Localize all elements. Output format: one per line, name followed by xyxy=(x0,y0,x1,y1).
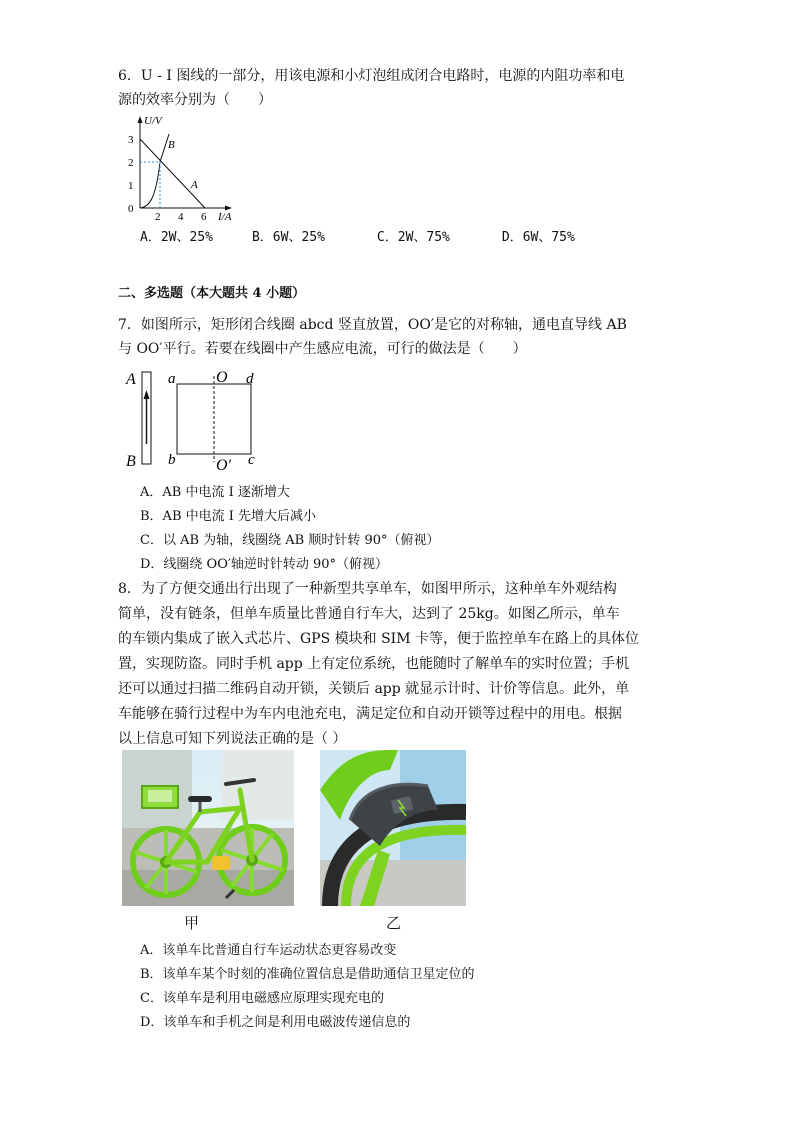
q8-option-c: C．该单车是利用电磁感应原理实现充电的 xyxy=(140,991,384,1006)
section-title: 二、多选题（本大题共 4 小题） xyxy=(118,286,306,301)
wire-label-b: B xyxy=(126,453,136,470)
q7-stem-line2: 与 OO′平行。若要在线圈中产生感应电流，可行的做法是（ ） xyxy=(118,341,527,357)
y-axis-label: U/V xyxy=(144,115,162,127)
x-tick-2: 2 xyxy=(155,211,161,223)
q7-option-c: C．以 AB 为轴，线圈绕 AB 顺时针转 90°（俯视） xyxy=(140,533,440,548)
q7-option-b: B．AB 中电流 I 先增大后减小 xyxy=(140,509,317,524)
caption-yi: 乙 xyxy=(386,914,402,932)
q8-option-b: B．该单车某个时刻的准确位置信息是借助通信卫星定位的 xyxy=(140,967,475,982)
corner-a: a xyxy=(168,371,176,387)
x-tick-6: 6 xyxy=(201,211,207,223)
q8-stem-line1: 8．为了方便交通出行出现了一种新型共享单车，如图甲所示，这种单车外观结构 xyxy=(118,581,617,597)
curve-b-label: B xyxy=(168,139,175,151)
x-axis-label: I/A xyxy=(218,211,232,223)
bike-photo xyxy=(122,750,294,906)
q8-stem-line3: 的车锁内集成了嵌入式芯片、GPS 模块和 SIM 卡等，便于监控单车在路上的具体位 xyxy=(118,631,639,647)
q8-stem-line6: 车能够在骑行过程中为车内电池充电，满足定位和自动开锁等过程中的用电。根据 xyxy=(118,706,622,722)
y-axis-arrow xyxy=(138,116,143,123)
q8-stem-line5: 还可以通过扫描二维码自动开锁，关锁后 app 就显示计时、计价等信息。此外，单 xyxy=(118,681,630,697)
q8-option-d: D．该单车和手机之间是利用电磁波传递信息的 xyxy=(140,1015,411,1030)
q6-stem-line2: 源的效率分别为（ ） xyxy=(118,92,272,108)
y-tick-1: 1 xyxy=(128,180,134,192)
wire-label-a: A xyxy=(126,371,136,388)
y-tick-0: 0 xyxy=(128,203,134,215)
caption-jia: 甲 xyxy=(184,914,200,932)
x-axis-arrow xyxy=(225,206,232,211)
q7-option-a: A．AB 中电流 I 逐渐增大 xyxy=(140,485,290,500)
curve-b xyxy=(140,134,169,208)
q6-options: A．2W、25% B．6W、25% C．2W、75% D．6W、75% xyxy=(140,230,575,245)
q6-stem-line1: 6．U - I 图线的一部分，用该电源和小灯泡组成闭合电路时，电源的内阻功率和电 xyxy=(118,68,625,84)
line-a-label: A xyxy=(191,179,198,191)
lock-photo xyxy=(320,750,466,906)
q7-option-d: D．线圈绕 OO′轴逆时针转动 90°（俯视） xyxy=(140,557,388,572)
corner-c: c xyxy=(248,452,255,468)
q7-coil-diagram xyxy=(120,366,270,474)
q8-stem-line4: 置，实现防盗。同时手机 app 上有定位系统，也能随时了解单车的实时位置；手机 xyxy=(118,656,630,672)
y-tick-2: 2 xyxy=(128,157,134,169)
y-tick-3: 3 xyxy=(128,134,134,146)
q8-option-a: A．该单车比普通自行车运动状态更容易改变 xyxy=(140,943,397,958)
q7-stem-line1: 7．如图所示，矩形闭合线圈 abcd 竖直放置，OO′是它的对称轴，通电直导线 AB xyxy=(118,317,627,333)
corner-d: d xyxy=(246,371,254,387)
current-arrowhead xyxy=(144,390,150,399)
axis-bottom-o: O′ xyxy=(216,457,232,474)
q8-stem-line2: 简单，没有链条，但单车质量比普通自行车大，达到了 25kg。如图乙所示，单车 xyxy=(118,606,620,622)
x-tick-4: 4 xyxy=(178,211,184,223)
q6-ui-graph xyxy=(118,112,248,224)
corner-b: b xyxy=(168,452,176,468)
q8-stem-line7: 以上信息可知下列说法正确的是（ ） xyxy=(118,731,347,747)
axis-top-o: O xyxy=(216,369,228,386)
